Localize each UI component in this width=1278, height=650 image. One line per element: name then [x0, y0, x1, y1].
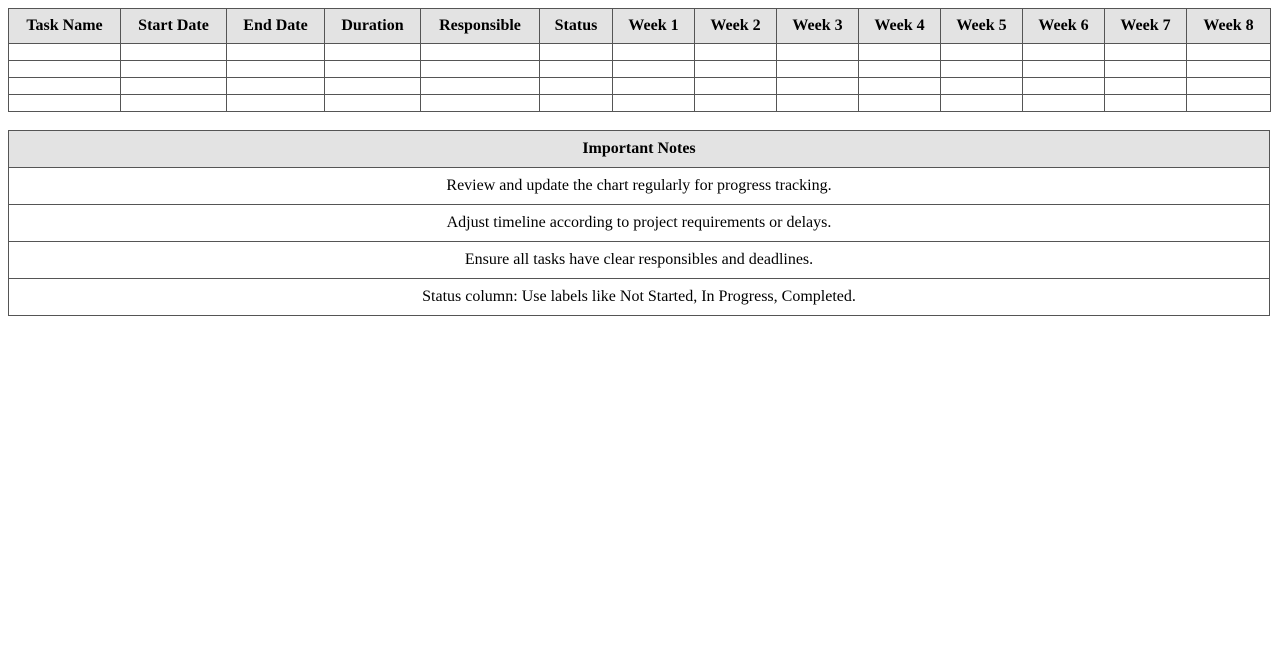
column-header-start-date: Start Date	[121, 9, 227, 44]
table-cell[interactable]	[227, 61, 325, 78]
table-cell[interactable]	[121, 61, 227, 78]
column-header-task-name: Task Name	[9, 9, 121, 44]
table-cell[interactable]	[777, 44, 859, 61]
table-cell[interactable]	[121, 44, 227, 61]
table-cell[interactable]	[1187, 78, 1271, 95]
table-cell[interactable]	[1105, 95, 1187, 112]
note-row	[9, 168, 1270, 205]
table-cell[interactable]	[121, 95, 227, 112]
note-text: Review and update the chart regularly for progress tracking.	[9, 168, 1270, 205]
column-header-week-5: Week 5	[941, 9, 1023, 44]
table-cell[interactable]	[1023, 44, 1105, 61]
note-row	[9, 279, 1270, 316]
table-cell[interactable]	[325, 61, 421, 78]
table-cell[interactable]	[1187, 44, 1271, 61]
column-header-week-8: Week 8	[1187, 9, 1271, 44]
table-cell[interactable]	[777, 78, 859, 95]
table-cell[interactable]	[421, 61, 540, 78]
table-cell[interactable]	[227, 95, 325, 112]
column-header-responsible: Responsible	[421, 9, 540, 44]
column-header-week-1: Week 1	[613, 9, 695, 44]
column-header-duration: Duration	[325, 9, 421, 44]
table-cell[interactable]	[695, 44, 777, 61]
table-cell[interactable]	[1105, 78, 1187, 95]
column-header-week-4: Week 4	[859, 9, 941, 44]
table-cell[interactable]	[777, 61, 859, 78]
table-cell[interactable]	[859, 44, 941, 61]
table-cell[interactable]	[9, 44, 121, 61]
table-cell[interactable]	[540, 78, 613, 95]
table-cell[interactable]	[325, 95, 421, 112]
table-cell[interactable]	[777, 95, 859, 112]
gantt-table	[8, 8, 1271, 112]
table-cell[interactable]	[227, 44, 325, 61]
table-cell[interactable]	[859, 61, 941, 78]
table-cell[interactable]	[859, 78, 941, 95]
table-cell[interactable]	[421, 44, 540, 61]
gantt-body	[9, 44, 1271, 112]
table-cell[interactable]	[1187, 95, 1271, 112]
table-cell[interactable]	[325, 78, 421, 95]
table-cell[interactable]	[941, 78, 1023, 95]
table-cell[interactable]	[695, 95, 777, 112]
table-cell[interactable]	[1023, 61, 1105, 78]
column-header-week-6: Week 6	[1023, 9, 1105, 44]
table-cell[interactable]	[613, 95, 695, 112]
column-header-status: Status	[540, 9, 613, 44]
note-text: Status column: Use labels like Not Started, In Progress, Completed.	[9, 279, 1270, 316]
column-header-week-2: Week 2	[695, 9, 777, 44]
column-header-end-date: End Date	[227, 9, 325, 44]
table-cell[interactable]	[540, 61, 613, 78]
table-cell[interactable]	[941, 95, 1023, 112]
document	[8, 8, 1270, 316]
table-cell[interactable]	[695, 61, 777, 78]
table-row	[9, 61, 1271, 78]
table-cell[interactable]	[1187, 61, 1271, 78]
notes-title: Important Notes	[9, 131, 1270, 168]
table-cell[interactable]	[941, 61, 1023, 78]
table-cell[interactable]	[859, 95, 941, 112]
table-row	[9, 44, 1271, 61]
table-cell[interactable]	[421, 78, 540, 95]
table-cell[interactable]	[613, 44, 695, 61]
table-cell[interactable]	[540, 95, 613, 112]
note-row	[9, 242, 1270, 279]
notes-table	[8, 130, 1270, 316]
column-header-week-7: Week 7	[1105, 9, 1187, 44]
table-cell[interactable]	[613, 78, 695, 95]
table-cell[interactable]	[695, 78, 777, 95]
table-cell[interactable]	[325, 44, 421, 61]
note-row	[9, 205, 1270, 242]
table-cell[interactable]	[227, 78, 325, 95]
table-cell[interactable]	[1023, 95, 1105, 112]
gantt-header-row	[9, 9, 1271, 44]
table-cell[interactable]	[540, 44, 613, 61]
notes-header-row	[9, 131, 1270, 168]
table-cell[interactable]	[1105, 61, 1187, 78]
table-cell[interactable]	[613, 61, 695, 78]
table-cell[interactable]	[121, 78, 227, 95]
table-cell[interactable]	[9, 95, 121, 112]
table-cell[interactable]	[1105, 44, 1187, 61]
table-cell[interactable]	[9, 78, 121, 95]
table-cell[interactable]	[9, 61, 121, 78]
table-row	[9, 78, 1271, 95]
note-text: Adjust timeline according to project requirements or delays.	[9, 205, 1270, 242]
table-cell[interactable]	[421, 95, 540, 112]
column-header-week-3: Week 3	[777, 9, 859, 44]
note-text: Ensure all tasks have clear responsibles and deadlines.	[9, 242, 1270, 279]
table-row	[9, 95, 1271, 112]
table-cell[interactable]	[941, 44, 1023, 61]
table-cell[interactable]	[1023, 78, 1105, 95]
